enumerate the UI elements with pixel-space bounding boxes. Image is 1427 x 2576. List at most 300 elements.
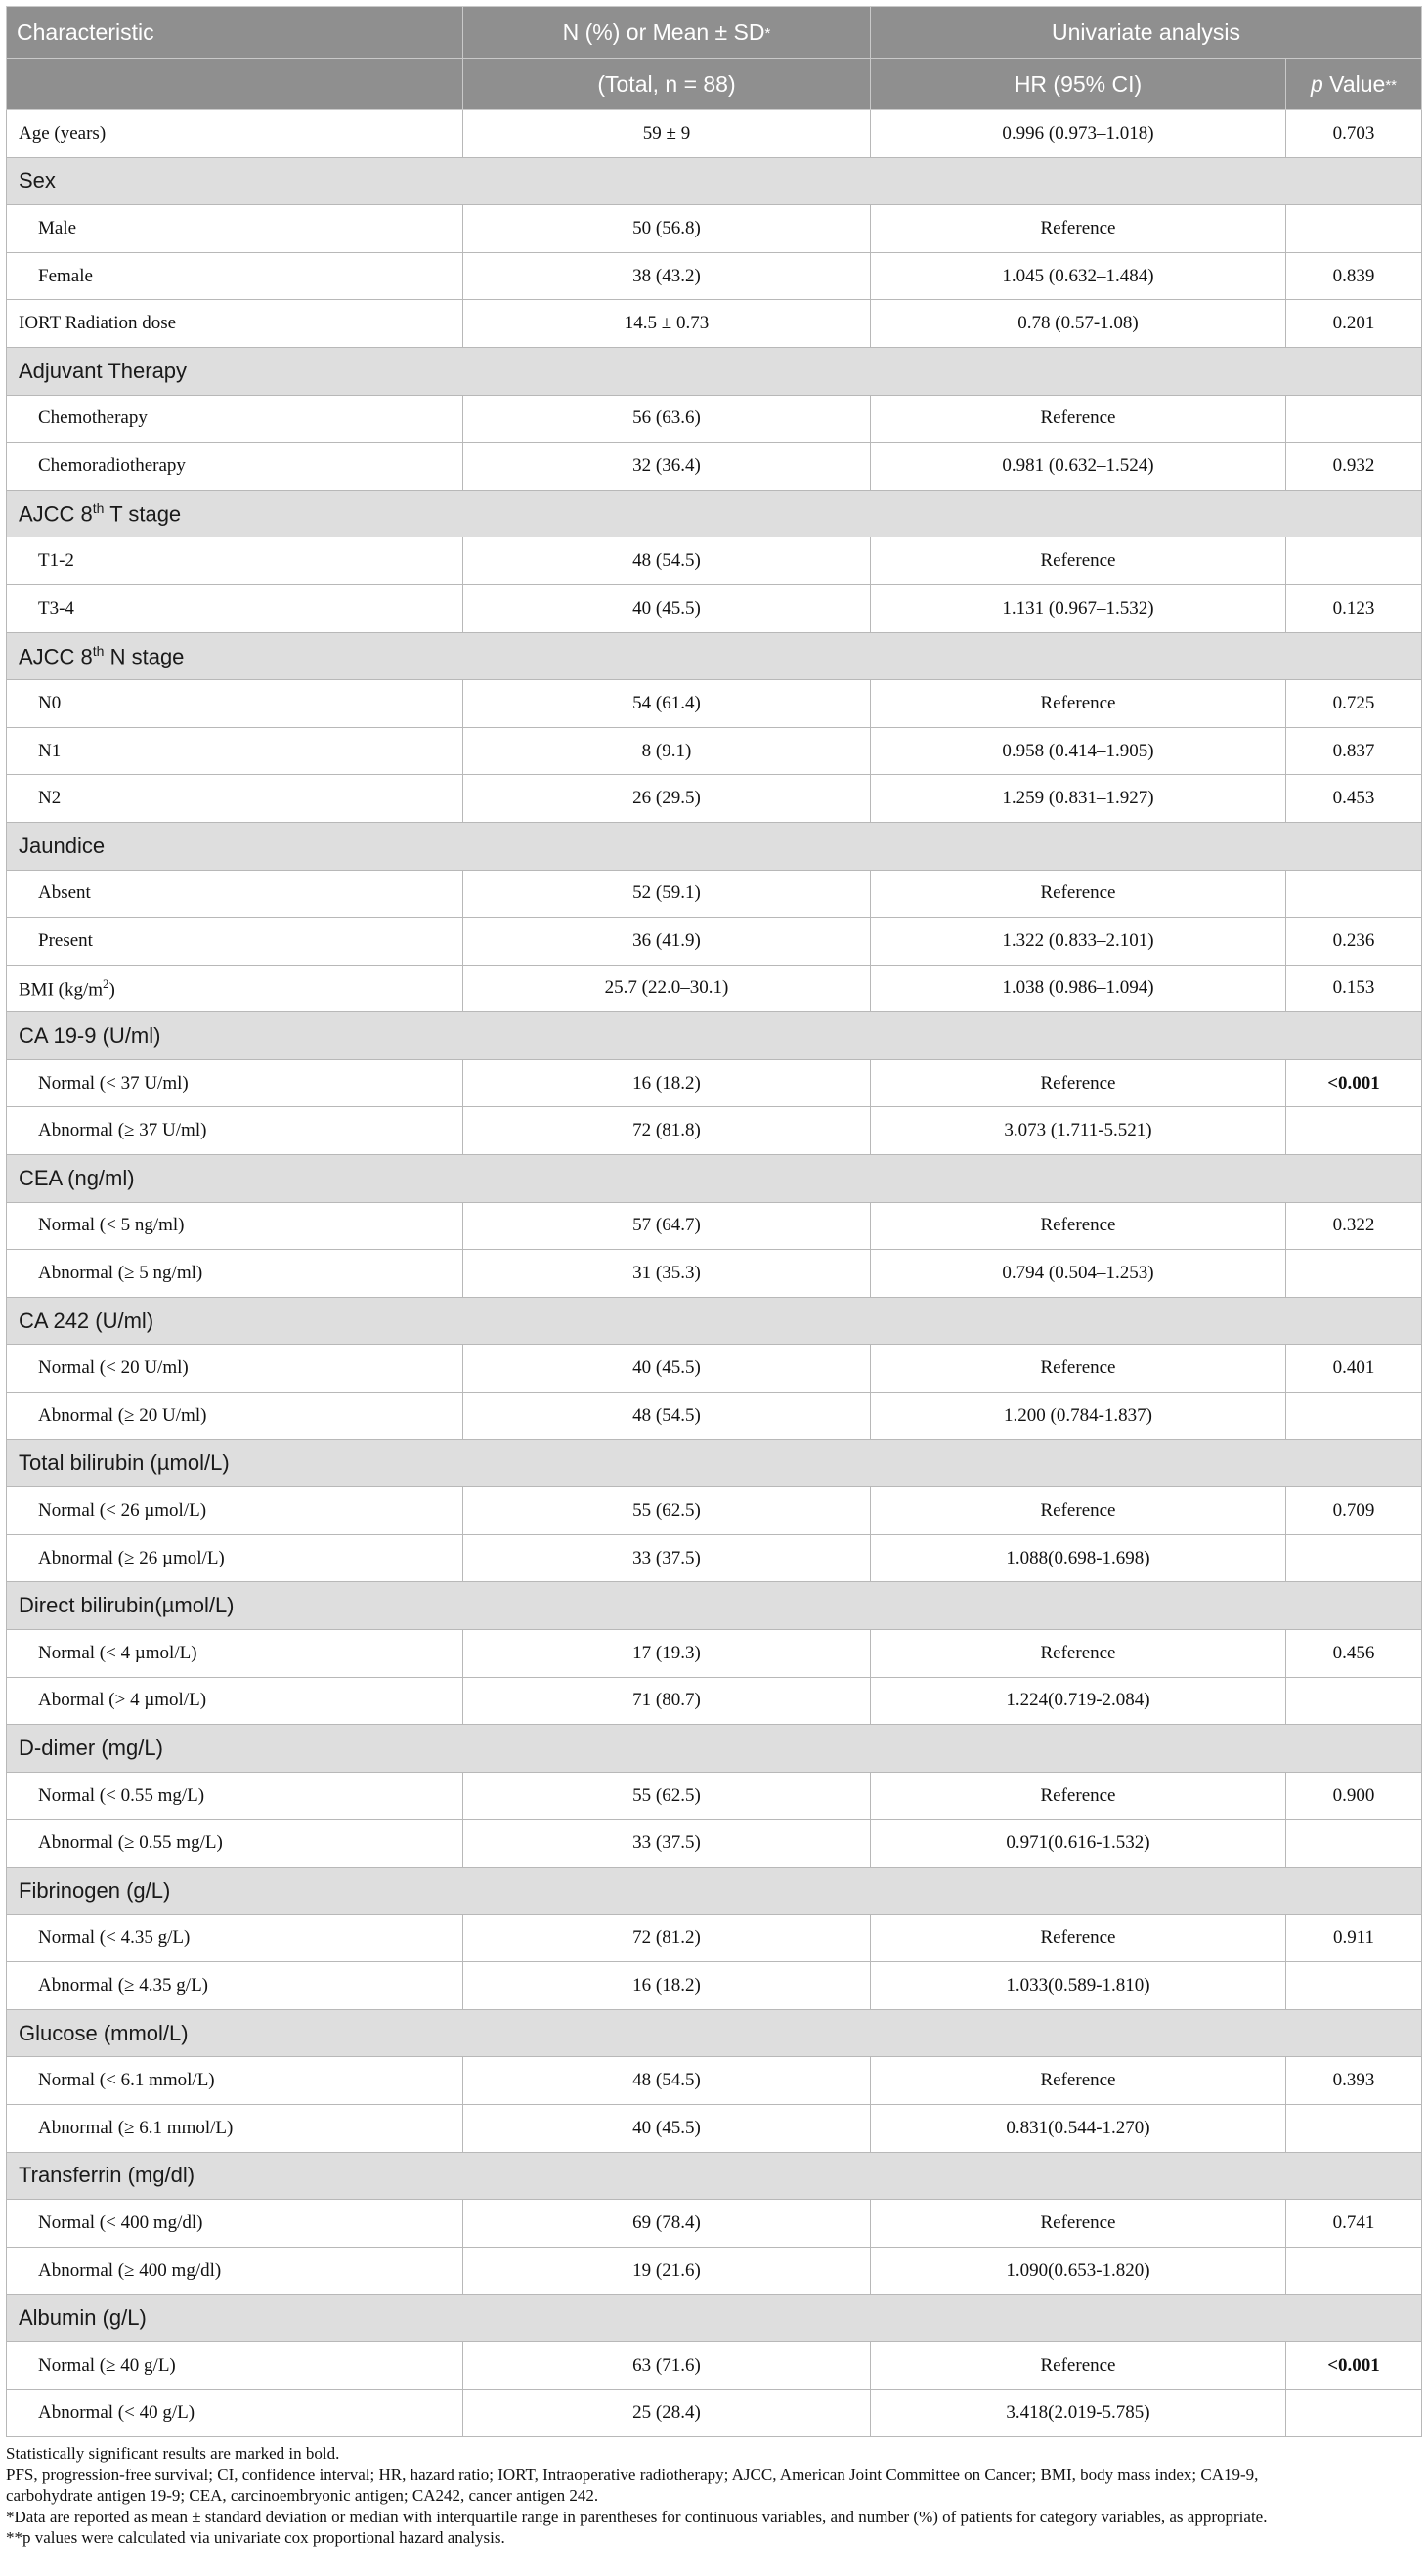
- hr-cell: [871, 1345, 1286, 1393]
- p-value-cell: [1286, 680, 1422, 728]
- table-row: [7, 2104, 1422, 2152]
- characteristic-cell: [7, 443, 463, 491]
- characteristic-cell: [7, 2200, 463, 2248]
- table-container: [6, 6, 1421, 2549]
- p-value-cell-text: 0.322: [1332, 1215, 1375, 1236]
- group-label: [7, 490, 463, 537]
- p-value-cell: [1286, 1677, 1422, 1725]
- n-cell-text: 57 (64.7): [632, 1215, 701, 1236]
- hr-cell-text: Reference: [1040, 2070, 1116, 2091]
- n-cell: [463, 2341, 871, 2389]
- characteristic-cell: [7, 1487, 463, 1535]
- characteristic-cell: [7, 775, 463, 823]
- n-cell-text: 14.5 ± 0.73: [624, 313, 710, 334]
- hr-cell: [871, 2247, 1286, 2295]
- n-cell: [463, 2200, 871, 2248]
- characteristic-cell: [7, 252, 463, 300]
- characteristic-cell: [7, 584, 463, 632]
- p-value-cell: [1286, 1250, 1422, 1298]
- p-value-cell: [1286, 110, 1422, 158]
- hr-cell-text: 0.958 (0.414–1.905): [1002, 740, 1154, 761]
- characteristic-cell: [7, 1107, 463, 1155]
- characteristic-text: Normal (< 37 U/ml): [38, 1072, 189, 1094]
- hr-cell-text: Reference: [1040, 2211, 1116, 2233]
- p-value-cell-text: <0.001: [1327, 1072, 1380, 1094]
- p-value-cell: [1286, 300, 1422, 348]
- results-table: [6, 6, 1422, 2437]
- hr-cell-text: 0.794 (0.504–1.253): [1002, 1263, 1154, 1284]
- characteristic-text: Abormal (> 4 µmol/L): [38, 1690, 207, 1711]
- hr-cell-text: 3.418(2.019-5.785): [1006, 2402, 1150, 2424]
- n-cell: [463, 2057, 871, 2105]
- group-fill: [463, 1582, 1422, 1630]
- n-cell-text: 72 (81.8): [632, 1120, 701, 1141]
- n-cell-text: 33 (37.5): [632, 1547, 701, 1568]
- hr-cell-text: Reference: [1040, 217, 1116, 238]
- n-cell: [463, 252, 871, 300]
- hr-cell-text: 1.259 (0.831–1.927): [1002, 788, 1154, 809]
- hr-cell: [871, 1677, 1286, 1725]
- n-cell-text: 33 (37.5): [632, 1832, 701, 1854]
- p-value-cell: [1286, 2104, 1422, 2152]
- characteristic-text: N2: [38, 788, 62, 809]
- group-fill: [463, 157, 1422, 205]
- hr-cell-text: 0.78 (0.57-1.08): [1017, 313, 1139, 334]
- n-cell: [463, 584, 871, 632]
- header-n-mean: N (%) or Mean ± SD*: [463, 7, 871, 59]
- characteristic-text: IORT Radiation dose: [19, 313, 177, 334]
- characteristic-cell: [7, 1962, 463, 2010]
- group-row: [7, 1439, 1422, 1487]
- group-label: [7, 1012, 463, 1060]
- characteristic-text: Normal (< 6.1 mmol/L): [38, 2070, 215, 2091]
- characteristic-cell: [7, 2247, 463, 2295]
- hr-cell: [871, 300, 1286, 348]
- group-fill: [463, 632, 1422, 680]
- n-cell-text: 40 (45.5): [632, 597, 701, 619]
- characteristic-text: Abnormal (≥ 20 U/ml): [38, 1404, 207, 1426]
- hr-cell-text: Reference: [1040, 2354, 1116, 2376]
- n-cell: [463, 1250, 871, 1298]
- n-cell: [463, 1962, 871, 2010]
- hr-cell: [871, 205, 1286, 253]
- p-value-cell: [1286, 1914, 1422, 1962]
- hr-cell-text: Reference: [1040, 550, 1116, 572]
- group-label-text: CA 19-9 (U/ml): [19, 1023, 161, 1049]
- hr-cell: [871, 2104, 1286, 2152]
- header-row-1: [7, 7, 1422, 59]
- group-row: [7, 2009, 1422, 2057]
- n-cell-text: 40 (45.5): [632, 2117, 701, 2138]
- group-label-text: D-dimer (mg/L): [19, 1735, 163, 1760]
- characteristic-cell: [7, 1772, 463, 1820]
- n-cell: [463, 1914, 871, 1962]
- header-characteristic: Characteristic: [7, 7, 463, 59]
- p-value-cell-text: 0.456: [1332, 1642, 1375, 1663]
- group-label: [7, 1582, 463, 1630]
- p-value-cell: [1286, 1630, 1422, 1678]
- characteristic-cell: [7, 1250, 463, 1298]
- p-value-cell: [1286, 2200, 1422, 2248]
- hr-cell: [871, 110, 1286, 158]
- characteristic-text: N0: [38, 692, 62, 713]
- group-label-text: CA 242 (U/ml): [19, 1308, 154, 1333]
- n-cell: [463, 775, 871, 823]
- superscript: th: [92, 499, 105, 516]
- hr-cell-text: 0.971(0.616-1.532): [1006, 1832, 1150, 1854]
- characteristic-cell: [7, 1345, 463, 1393]
- n-cell: [463, 1772, 871, 1820]
- characteristic-cell: [7, 2057, 463, 2105]
- characteristic-cell: [7, 870, 463, 918]
- p-value-cell-text: 0.741: [1332, 2211, 1375, 2233]
- p-value-cell: [1286, 1487, 1422, 1535]
- hr-cell: [871, 870, 1286, 918]
- characteristic-cell: [7, 1534, 463, 1582]
- hr-cell: [871, 1630, 1286, 1678]
- table-row: [7, 1534, 1422, 1582]
- hr-cell-text: Reference: [1040, 1784, 1116, 1806]
- characteristic-cell: [7, 680, 463, 728]
- table-row: [7, 965, 1422, 1012]
- hr-cell-text: 1.322 (0.833–2.101): [1002, 929, 1154, 951]
- p-value-cell: [1286, 2247, 1422, 2295]
- n-cell-text: 36 (41.9): [632, 929, 701, 951]
- table-row: [7, 1202, 1422, 1250]
- characteristic-text: Chemoradiotherapy: [38, 454, 186, 476]
- n-cell: [463, 870, 871, 918]
- group-fill: [463, 1012, 1422, 1060]
- hr-cell: [871, 395, 1286, 443]
- hr-cell-text: Reference: [1040, 1072, 1116, 1094]
- hr-cell: [871, 1962, 1286, 2010]
- group-label: [7, 1867, 463, 1914]
- group-label-text: CEA (ng/ml): [19, 1165, 135, 1190]
- group-label-text: Adjuvant Therapy: [19, 358, 188, 383]
- header-hr: HR (95% CI): [871, 59, 1286, 110]
- hr-cell: [871, 1250, 1286, 1298]
- hr-cell: [871, 965, 1286, 1012]
- characteristic-suffix: ): [108, 979, 115, 1001]
- table-row: [7, 1914, 1422, 1962]
- hr-cell-text: 1.045 (0.632–1.484): [1002, 265, 1154, 286]
- group-row: [7, 632, 1422, 680]
- p-value-cell: [1286, 1107, 1422, 1155]
- hr-cell-text: 0.996 (0.973–1.018): [1002, 122, 1154, 144]
- hr-cell-text: 0.831(0.544-1.270): [1006, 2117, 1150, 2138]
- characteristic-cell: [7, 1059, 463, 1107]
- footnote-line: **p values were calculated via univariate cox proportional hazard analysis.: [6, 2528, 505, 2548]
- table-row: [7, 2389, 1422, 2437]
- hr-cell-text: Reference: [1040, 408, 1116, 429]
- p-value-cell-text: 0.932: [1332, 454, 1375, 476]
- group-label: [7, 2152, 463, 2200]
- n-cell-text: 52 (59.1): [632, 882, 701, 904]
- table-row: [7, 443, 1422, 491]
- p-value-cell: [1286, 918, 1422, 966]
- group-fill: [463, 2152, 1422, 2200]
- p-value-cell-text: 0.911: [1332, 1927, 1375, 1949]
- table-row: [7, 1107, 1422, 1155]
- hr-cell: [871, 1772, 1286, 1820]
- group-fill: [463, 2295, 1422, 2342]
- characteristic-text: Normal (< 0.55 mg/L): [38, 1784, 205, 1806]
- table-row: [7, 1677, 1422, 1725]
- characteristic-cell: [7, 205, 463, 253]
- group-label: [7, 347, 463, 395]
- p-value-cell: [1286, 395, 1422, 443]
- characteristic-text: Abnormal (≥ 400 mg/dl): [38, 2259, 222, 2281]
- p-value-cell-text: 0.236: [1332, 929, 1375, 951]
- characteristic-text: Absent: [38, 882, 91, 904]
- characteristic-text: Normal (< 400 mg/dl): [38, 2211, 203, 2233]
- n-cell: [463, 1820, 871, 1868]
- characteristic-text: Normal (< 20 U/ml): [38, 1357, 189, 1379]
- group-row: [7, 347, 1422, 395]
- characteristic-cell: [7, 1820, 463, 1868]
- footnote-line: PFS, progression-free survival; CI, confidence interval; HR, hazard ratio; IORT, Intraoperative radiotherapy; AJCC, American Joint Committee on Cancer; BMI, body mass index; CA19-9,: [6, 2465, 1259, 2484]
- n-cell: [463, 1059, 871, 1107]
- group-label-text: AJCC 8: [19, 501, 93, 527]
- table-row: [7, 918, 1422, 966]
- hr-cell-text: 1.224(0.719-2.084): [1006, 1690, 1150, 1711]
- characteristic-text: Abnormal (≥ 6.1 mmol/L): [38, 2117, 234, 2138]
- n-cell: [463, 918, 871, 966]
- table-row: [7, 1487, 1422, 1535]
- group-row: [7, 1297, 1422, 1345]
- p-value-cell: [1286, 1772, 1422, 1820]
- p-value-cell-text: <0.001: [1327, 2354, 1380, 2376]
- group-label-suffix: T stage: [104, 501, 182, 527]
- n-cell: [463, 110, 871, 158]
- hr-cell-text: Reference: [1040, 1357, 1116, 1379]
- table-row: [7, 775, 1422, 823]
- group-row: [7, 2152, 1422, 2200]
- group-row: [7, 1582, 1422, 1630]
- group-row: [7, 2295, 1422, 2342]
- n-cell-text: 50 (56.8): [632, 217, 701, 238]
- group-fill: [463, 2009, 1422, 2057]
- header-p-value: p Value**: [1286, 59, 1422, 110]
- n-cell-text: 71 (80.7): [632, 1690, 701, 1711]
- hr-cell-text: 0.981 (0.632–1.524): [1002, 454, 1154, 476]
- table-row: [7, 584, 1422, 632]
- group-label-text: Glucose (mmol/L): [19, 2020, 189, 2045]
- group-fill: [463, 1867, 1422, 1914]
- hr-cell: [871, 1820, 1286, 1868]
- n-cell-text: 63 (71.6): [632, 2354, 701, 2376]
- hr-cell-text: 1.033(0.589-1.810): [1006, 1974, 1150, 1996]
- table-row: [7, 1393, 1422, 1440]
- p-value-cell-text: 0.453: [1332, 788, 1375, 809]
- p-value-cell-text: 0.725: [1332, 692, 1375, 713]
- hr-cell-text: 1.131 (0.967–1.532): [1002, 597, 1154, 619]
- n-cell: [463, 2247, 871, 2295]
- hr-cell: [871, 1393, 1286, 1440]
- hr-cell: [871, 1487, 1286, 1535]
- hr-cell-text: 1.088(0.698-1.698): [1006, 1547, 1150, 1568]
- hr-cell-text: 1.090(0.653-1.820): [1006, 2259, 1150, 2281]
- table-row: [7, 1962, 1422, 2010]
- characteristic-cell: [7, 1202, 463, 1250]
- characteristic-text: Normal (≥ 40 g/L): [38, 2354, 176, 2376]
- table-row: [7, 537, 1422, 585]
- p-value-cell-text: 0.201: [1332, 313, 1375, 334]
- characteristic-cell: [7, 918, 463, 966]
- characteristic-cell: [7, 1393, 463, 1440]
- p-value-cell: [1286, 1962, 1422, 2010]
- hr-cell: [871, 1534, 1286, 1582]
- group-label: [7, 2009, 463, 2057]
- n-cell: [463, 965, 871, 1012]
- n-cell-text: 56 (63.6): [632, 408, 701, 429]
- n-cell: [463, 1677, 871, 1725]
- group-label-text: Direct bilirubin(µmol/L): [19, 1593, 235, 1618]
- n-cell: [463, 2104, 871, 2152]
- characteristic-text: Abnormal (≥ 0.55 mg/L): [38, 1832, 223, 1854]
- header-univariate: Univariate analysis: [871, 7, 1422, 59]
- group-label: [7, 1439, 463, 1487]
- characteristic-text: Normal (< 4.35 g/L): [38, 1927, 191, 1949]
- n-cell-text: 19 (21.6): [632, 2259, 701, 2281]
- hr-cell: [871, 775, 1286, 823]
- group-fill: [463, 347, 1422, 395]
- characteristic-text: Abnormal (≥ 26 µmol/L): [38, 1547, 225, 1568]
- p-value-cell: [1286, 775, 1422, 823]
- group-label-text: Transferrin (mg/dl): [19, 2163, 195, 2188]
- n-cell-text: 59 ± 9: [642, 122, 691, 144]
- hr-cell-text: Reference: [1040, 692, 1116, 713]
- p-value-cell: [1286, 584, 1422, 632]
- p-value-cell-text: 0.153: [1332, 977, 1375, 999]
- characteristic-cell: [7, 300, 463, 348]
- table-row: [7, 2247, 1422, 2295]
- hr-cell: [871, 680, 1286, 728]
- characteristic-cell: [7, 965, 463, 1012]
- n-cell-text: 8 (9.1): [641, 740, 692, 761]
- characteristic-cell: [7, 1914, 463, 1962]
- hr-cell-text: 1.200 (0.784-1.837): [1004, 1404, 1152, 1426]
- p-value-cell-text: 0.900: [1332, 1784, 1375, 1806]
- group-label-suffix: N stage: [104, 643, 185, 668]
- n-cell-text: 17 (19.3): [632, 1642, 701, 1663]
- table-row: [7, 870, 1422, 918]
- table-body: [7, 110, 1422, 2437]
- characteristic-cell: [7, 395, 463, 443]
- hr-cell: [871, 1107, 1286, 1155]
- table-row: [7, 1772, 1422, 1820]
- p-value-cell-text: 0.837: [1332, 740, 1375, 761]
- group-row: [7, 1012, 1422, 1060]
- n-cell: [463, 395, 871, 443]
- hr-cell: [871, 727, 1286, 775]
- n-cell-text: 54 (61.4): [632, 692, 701, 713]
- group-row: [7, 1155, 1422, 1203]
- group-label-text: Jaundice: [19, 833, 106, 858]
- table-row: [7, 300, 1422, 348]
- hr-cell-text: Reference: [1040, 1215, 1116, 1236]
- hr-cell: [871, 918, 1286, 966]
- group-label-text: Total bilirubin (µmol/L): [19, 1450, 230, 1476]
- characteristic-text: Normal (< 4 µmol/L): [38, 1642, 197, 1663]
- group-fill: [463, 1297, 1422, 1345]
- group-row: [7, 822, 1422, 870]
- n-cell-text: 55 (62.5): [632, 1500, 701, 1522]
- n-cell-text: 72 (81.2): [632, 1927, 701, 1949]
- p-value-cell: [1286, 1820, 1422, 1868]
- characteristic-text: Abnormal (< 40 g/L): [38, 2402, 195, 2424]
- table-row: [7, 680, 1422, 728]
- characteristic-cell: [7, 2104, 463, 2152]
- p-value-cell: [1286, 965, 1422, 1012]
- n-cell: [463, 443, 871, 491]
- characteristic-text: T3-4: [38, 597, 74, 619]
- n-cell: [463, 2389, 871, 2437]
- group-label: [7, 157, 463, 205]
- table-row: [7, 252, 1422, 300]
- characteristic-text: N1: [38, 740, 62, 761]
- n-cell-text: 16 (18.2): [632, 1974, 701, 1996]
- n-cell: [463, 537, 871, 585]
- characteristic-text: Normal (< 5 ng/ml): [38, 1215, 185, 1236]
- characteristic-text: Female: [38, 265, 93, 286]
- n-cell: [463, 727, 871, 775]
- n-cell-text: 25.7 (22.0–30.1): [604, 977, 729, 999]
- group-label: [7, 1297, 463, 1345]
- characteristic-text: Age (years): [19, 122, 107, 144]
- p-value-cell-text: 0.703: [1332, 122, 1375, 144]
- group-label: [7, 1725, 463, 1773]
- hr-cell-text: Reference: [1040, 882, 1116, 904]
- group-fill: [463, 822, 1422, 870]
- superscript: th: [92, 642, 105, 659]
- n-cell-text: 40 (45.5): [632, 1357, 701, 1379]
- n-cell: [463, 205, 871, 253]
- p-value-cell-text: 0.393: [1332, 2070, 1375, 2091]
- hr-cell: [871, 2341, 1286, 2389]
- n-cell-text: 48 (54.5): [632, 1404, 701, 1426]
- hr-cell: [871, 2389, 1286, 2437]
- table-row: [7, 1630, 1422, 1678]
- characteristic-text: Present: [38, 929, 93, 951]
- hr-cell-text: Reference: [1040, 1500, 1116, 1522]
- table-row: [7, 110, 1422, 158]
- characteristic-text: Abnormal (≥ 5 ng/ml): [38, 1263, 203, 1284]
- characteristic-cell: [7, 2341, 463, 2389]
- n-cell-text: 25 (28.4): [632, 2402, 701, 2424]
- characteristic-text: Abnormal (≥ 37 U/ml): [38, 1120, 207, 1141]
- n-cell: [463, 1393, 871, 1440]
- group-fill: [463, 490, 1422, 537]
- table-row: [7, 1059, 1422, 1107]
- n-cell-text: 55 (62.5): [632, 1784, 701, 1806]
- characteristic-cell: [7, 537, 463, 585]
- group-label: [7, 822, 463, 870]
- n-cell-text: 48 (54.5): [632, 2070, 701, 2091]
- n-cell-text: 48 (54.5): [632, 550, 701, 572]
- characteristic-cell: [7, 2389, 463, 2437]
- group-label: [7, 1155, 463, 1203]
- table-row: [7, 2057, 1422, 2105]
- characteristic-text: BMI (kg/m: [19, 979, 104, 1001]
- p-value-cell: [1286, 2389, 1422, 2437]
- table-row: [7, 395, 1422, 443]
- hr-cell-text: 3.073 (1.711-5.521): [1004, 1120, 1152, 1141]
- p-value-cell: [1286, 1202, 1422, 1250]
- group-label: [7, 2295, 463, 2342]
- group-label-text: Fibrinogen (g/L): [19, 1877, 171, 1903]
- hr-cell: [871, 1059, 1286, 1107]
